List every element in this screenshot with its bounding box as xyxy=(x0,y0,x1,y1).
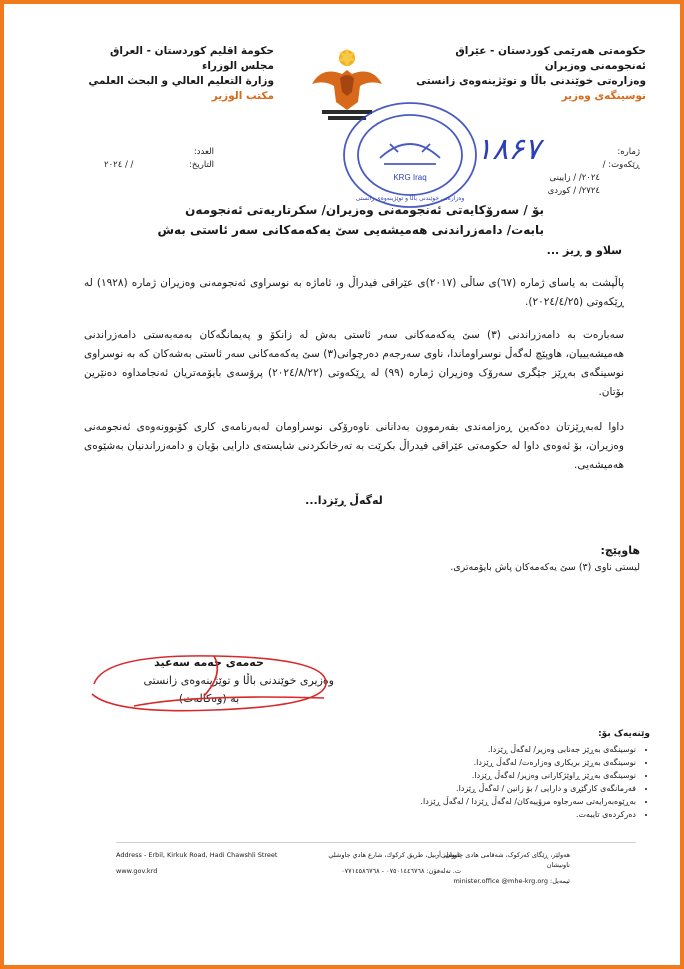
letter-to-subject xyxy=(124,200,544,240)
ref-arabic xyxy=(104,146,214,172)
cc-label: وێنەیەک بۆ: xyxy=(598,729,650,739)
ref-arabic-date-label: التاريخ: xyxy=(189,160,214,170)
handwritten-ref-number: ۱۸۶۷ xyxy=(476,132,541,167)
ref-arabic-date-value: / / ۲۰۲٤ xyxy=(104,160,134,170)
cc-item: • نوسینگەی بەڕێز ڕاوێژکارانی وەزیر/ لەگەڵ ڕێزدا. xyxy=(330,769,636,782)
letter-greeting: سلاو و ڕیز ... xyxy=(546,244,622,257)
cc-item: • نوسینگەی بەڕێز بریکاری وەزارەت/ لەگەڵ ڕێزدا. xyxy=(330,756,636,769)
ref-date-gregorian: ۲۰۲٤/ / زایینی xyxy=(549,173,600,183)
ref-date-kurdish: ۲۷۲٤/ / کوردی xyxy=(547,186,600,196)
cc-item: • بەڕێوەبەرایەتی سەرجاوە مرۆییەکان/ لەگەڵ ڕێزدا / لەگەڵ ڕێزدا. xyxy=(330,795,636,808)
footer-kurdish xyxy=(420,850,570,886)
header-kurdish-line2: ئەنجومەنی وەزیران xyxy=(544,60,646,72)
header-arabic xyxy=(74,44,274,104)
cc-item: • فەرمانگەی کارگێڕی و دارایی / بۆ زانین / لەگەڵ ڕێزدا. xyxy=(330,782,636,795)
ref-date-label: ڕێکەوت: / xyxy=(602,160,640,170)
attachment-label: هاوپێچ: xyxy=(600,544,640,557)
header-arabic-line1: حكومة اقليم كوردستان - العراق xyxy=(109,45,274,57)
header-arabic-line3: وزارة التعليم العالي و البحث العلمي xyxy=(88,75,274,87)
signatory-title: وەزیری خوێندنی باڵا و توێژینەوەی زانستی xyxy=(143,674,334,687)
header-kurdish xyxy=(416,44,646,104)
letter-recipient: بۆ / سەرۆکایەتی ئەنجومەنی وەزیران/ سکرتاریەتی ئەنجومەن xyxy=(185,203,544,217)
footer-divider xyxy=(116,842,636,843)
paragraph-1: پاڵپشت بە یاسای ژمارە (٦٧)ی ساڵی (٢٠١٧)ی عێراقی فیدراڵ و، ئاماژە بە نوسراوی ئەنجومەنی وەزیران ژمارە (١٩٢٨) لە ڕێکەوتی (٢٠٢٤/٤/٢٥). xyxy=(84,277,625,308)
footer xyxy=(116,850,570,890)
footer-kurdish-email: minister.office @mhe-krg.org :ئیمەیل xyxy=(453,877,570,885)
header-kurdish-line1: حکومەتی هەرێمی کوردستان - عێراق xyxy=(455,45,646,57)
header-arabic-office: مكتب الوزير xyxy=(211,90,274,102)
cc-block xyxy=(330,728,650,821)
letter-subject: بابەت/ دامەزراندنی هەمیشەیی سێ یەکەمەکانی سەر ئاستی بەش xyxy=(157,223,544,237)
footer-kurdish-address: هەولێر، ڕێگای کەرکوک، شەقامی هادی چاوشلی - ناونیشان xyxy=(436,851,570,869)
header-kurdish-office: نوسینگەی وەزیر xyxy=(561,90,646,102)
header-arabic-line2: مجلس الوزراء xyxy=(201,60,274,72)
signatory-name: حەمەی حەمە سەعید xyxy=(154,656,264,669)
cc-item: • دەرکردەی تایبەت. xyxy=(330,808,636,821)
footer-arabic-address: عنوان: أربيل، طريق كركوك، شارع هادي جاوشلي xyxy=(328,851,461,859)
letter-closing: لەگەڵ ڕێزدا... xyxy=(305,494,383,507)
footer-english xyxy=(116,850,286,876)
stamp-top-text: KRG Iraq xyxy=(393,173,427,182)
attachment-text: لیستی ناوی (٣) سێ یەکەمەکان پاش بایۆمەتری. xyxy=(450,562,640,573)
footer-english-address: Address - Erbil, Kirkuk Road, Hadi Chawshli Street xyxy=(116,851,278,859)
cc-list xyxy=(330,743,650,821)
paragraph-3: داوا لەبەڕێزتان دەکەین ڕەزامەندی بفەرموون بەدانانی ناوەرۆکی نوسراومان لەبەرنامەی کاری کۆبوونەوەی ئەنجومەنی وەزیران، بۆ ئەوەی داوا لە حکومەتی عێراقی فیدراڵ بکرێت بە تەرخانکردنی شایستەی دارایی بۆیان و دامەزراندنیان بەشێوەی هەمیشەیی. xyxy=(84,421,624,471)
ref-number-label: ژمارە: xyxy=(617,147,640,157)
handwritten-signature-icon xyxy=(74,644,344,724)
stamp-bottom-text: وەزارەتی خوێندنی باڵا و توێژینەوەی زانستی xyxy=(355,195,465,202)
signatory-acting: بە (وەکالەت) xyxy=(178,692,240,705)
paragraph-2: سەبارەت بە دامەزراندنی (٣) سێ یەکەمەکانی سەر ئاستی بەش لە زانکۆ و پەیمانگەکان بەمەبەستی دامەزراندنی هەمیشەیییان، هاوپێچ لەگەڵ نوسراوماندا، ناوی سەرجەم دەرچوانی(٣) سێ یەکەمەکانی سەر ئاستی بەشەکان کە بە نوسراوی نوسینگەی بەڕێز جێگری سەرۆک وەزیران ژمارە (٩٩) لە ڕێکەوتی (٢٠٢٤/٨/٢٢) پرۆسەی بایۆمەتریان ئەنجامداوە دەنێرین بۆتان. xyxy=(84,329,625,398)
footer-arabic-phone: ت. تەلەفۆن: ٠٧٥٠١٤٤٦٧٦٨ - ٠٧٧١٤٥٨٦٧٦٨ xyxy=(341,867,461,875)
cc-item: • نوسینگەی بەڕێز جەنابی وەزیر/ لەگەڵ ڕێزدا. xyxy=(330,743,636,756)
header-kurdish-line3: وەزارەتی خوێندنی باڵا و توێژینەوەی زانستی xyxy=(416,75,646,87)
ministry-stamp-icon xyxy=(340,100,480,210)
attachment-block xyxy=(240,542,640,575)
ref-arabic-number-label: العدد: xyxy=(193,147,214,157)
footer-english-web: www.gov.krd xyxy=(116,867,158,875)
